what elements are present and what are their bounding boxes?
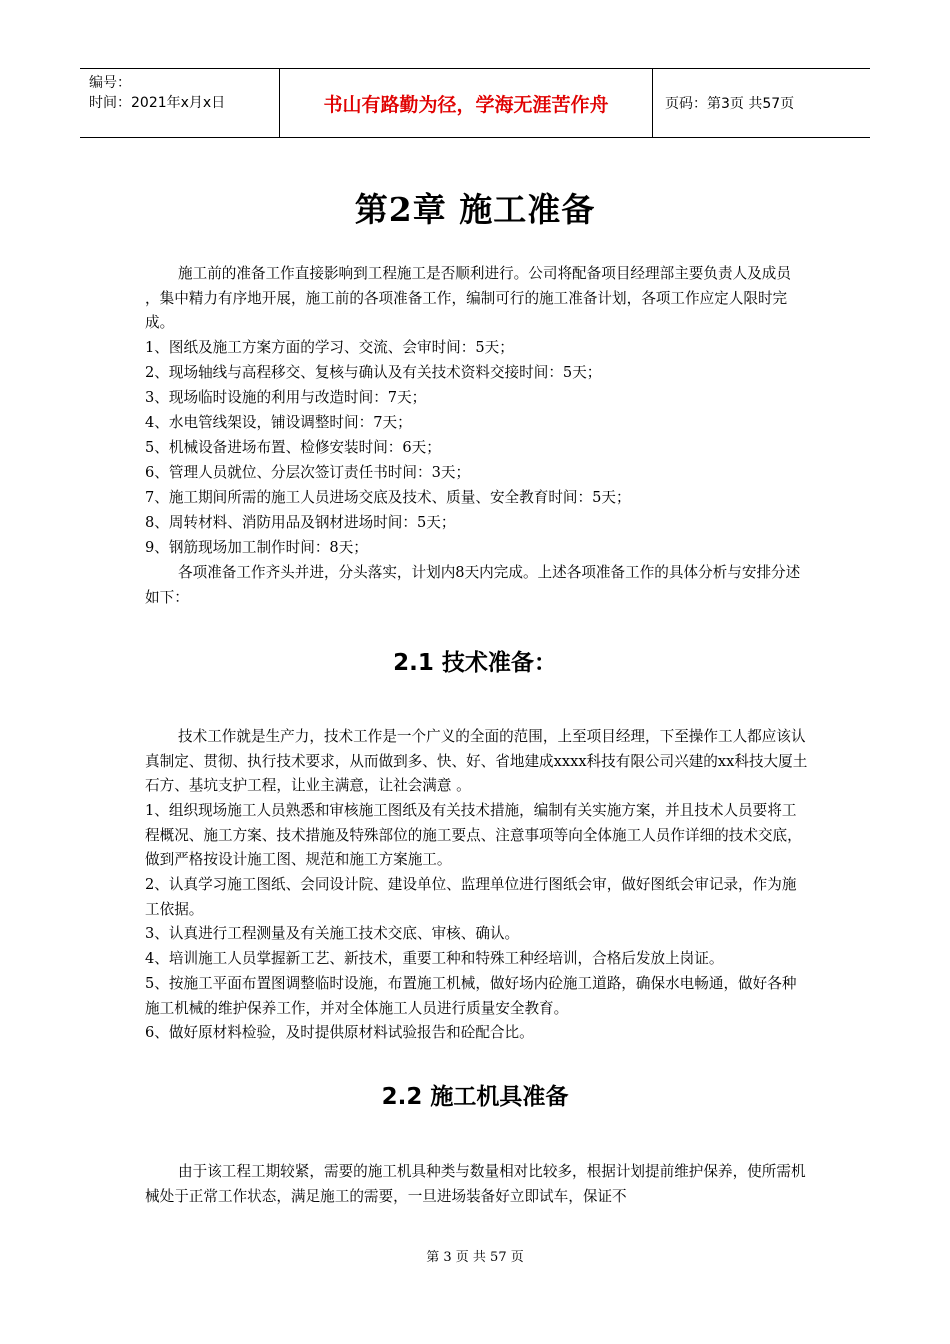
intro-paragraph: 施工前的准备工作直接影响到工程施工是否顺利进行。公司将配备项目经理部主要负责人及成员 ，集中精力有序地开展，施工前的各项准备工作，编制可行的施工准备计划，各项工作应定人限时完成。 [145,265,791,331]
technical-intro-paragraph: 技术工作就是生产力，技术工作是一个广义的全面的范围，上至项目经理，下至操作工人都应该认真制定、贯彻、执行技术要求，从而做到多、快、好、省地建成xxxx科技有限公司兴建的xx科技大厦土石方、基坑支护工程，让业主满意，让社会满意 。 [145,728,808,794]
section-title-equipment: 2.2 施工机具准备 [381,1084,569,1110]
intro-list-item: 5、机械设备进场布置、检修安装时间：6天； [145,439,441,456]
document-number-label: 编号： [89,75,131,91]
header-meta [80,69,280,137]
intro-list-item: 3、现场临时设施的利用与改造时间：7天； [145,389,427,406]
document-date: 时间：2021年x月x日 [89,95,226,111]
page-footer: 第 3 页 共 57 页 [426,1250,524,1265]
section-title-technical: 2.1 技术准备： [393,650,557,676]
intro-list-item: 9、钢筋现场加工制作时间：8天； [145,539,368,556]
intro-list-item: 4、水电管线架设，铺设调整时间：7天； [145,414,412,431]
intro-list-item: 7、施工期间所需的施工人员进场交底及技术、质量、安全教育时间：5天； [145,489,631,506]
technical-list-item: 5、按施工平面布置图调整临时设施，布置施工机械，做好场内砼施工道路，确保水电畅通，做好各种施工机械的维护保养工作，并对全体施工人员进行质量安全教育。 [145,975,797,1017]
technical-list-item: 6、做好原材料检验，及时提供原材料试验报告和砼配合比。 [145,1024,534,1041]
technical-list-item: 2、认真学习施工图纸、会同设计院、建设单位、监理单位进行图纸会审，做好图纸会审记录，作为施工依据。 [145,876,797,918]
technical-list-item: 3、认真进行工程测量及有关施工技术交底、审核、确认。 [145,925,520,942]
intro-list-item: 1、图纸及施工方案方面的学习、交流、会审时间：5天； [145,339,514,356]
header-motto: 书山有路勤为径，学海无涯苦作舟 [280,69,653,137]
intro-summary-paragraph: 各项准备工作齐头并进，分头落实，计划内8天内完成。上述各项准备工作的具体分析与安排分述如下： [145,564,801,606]
page-header [80,68,870,138]
technical-list-item: 4、培训施工人员掌握新工艺、新技术，重要工种和特殊工种经培训，合格后发放上岗证。 [145,950,724,967]
technical-list-item: 1、组织现场施工人员熟悉和审核施工图纸及有关技术措施，编制有关实施方案，并且技术人员要将工程概况、施工方案、技术措施及特殊部位的施工要点、注意事项等向全体施工人员作详细的技术交底，做到严格按设计施工图、规范和施工方案施工。 [145,802,802,868]
chapter-title: 第2章 施工准备 [354,190,596,229]
header-page-info: 页码：第3页 共57页 [665,96,795,112]
intro-list-item: 8、周转材料、消防用品及钢材进场时间：5天； [145,514,456,531]
equipment-paragraph: 由于该工程工期较紧，需要的施工机具种类与数量相对比较多，根据计划提前维护保养，使所需机械处于正常工作状态，满足施工的需要，一旦进场装备好立即试车，保证不 [145,1163,806,1205]
intro-list-item: 6、管理人员就位、分层次签订责任书时间：3天； [145,464,471,481]
intro-list-item: 2、现场轴线与高程移交、复核与确认及有关技术资料交接时间：5天； [145,364,602,381]
